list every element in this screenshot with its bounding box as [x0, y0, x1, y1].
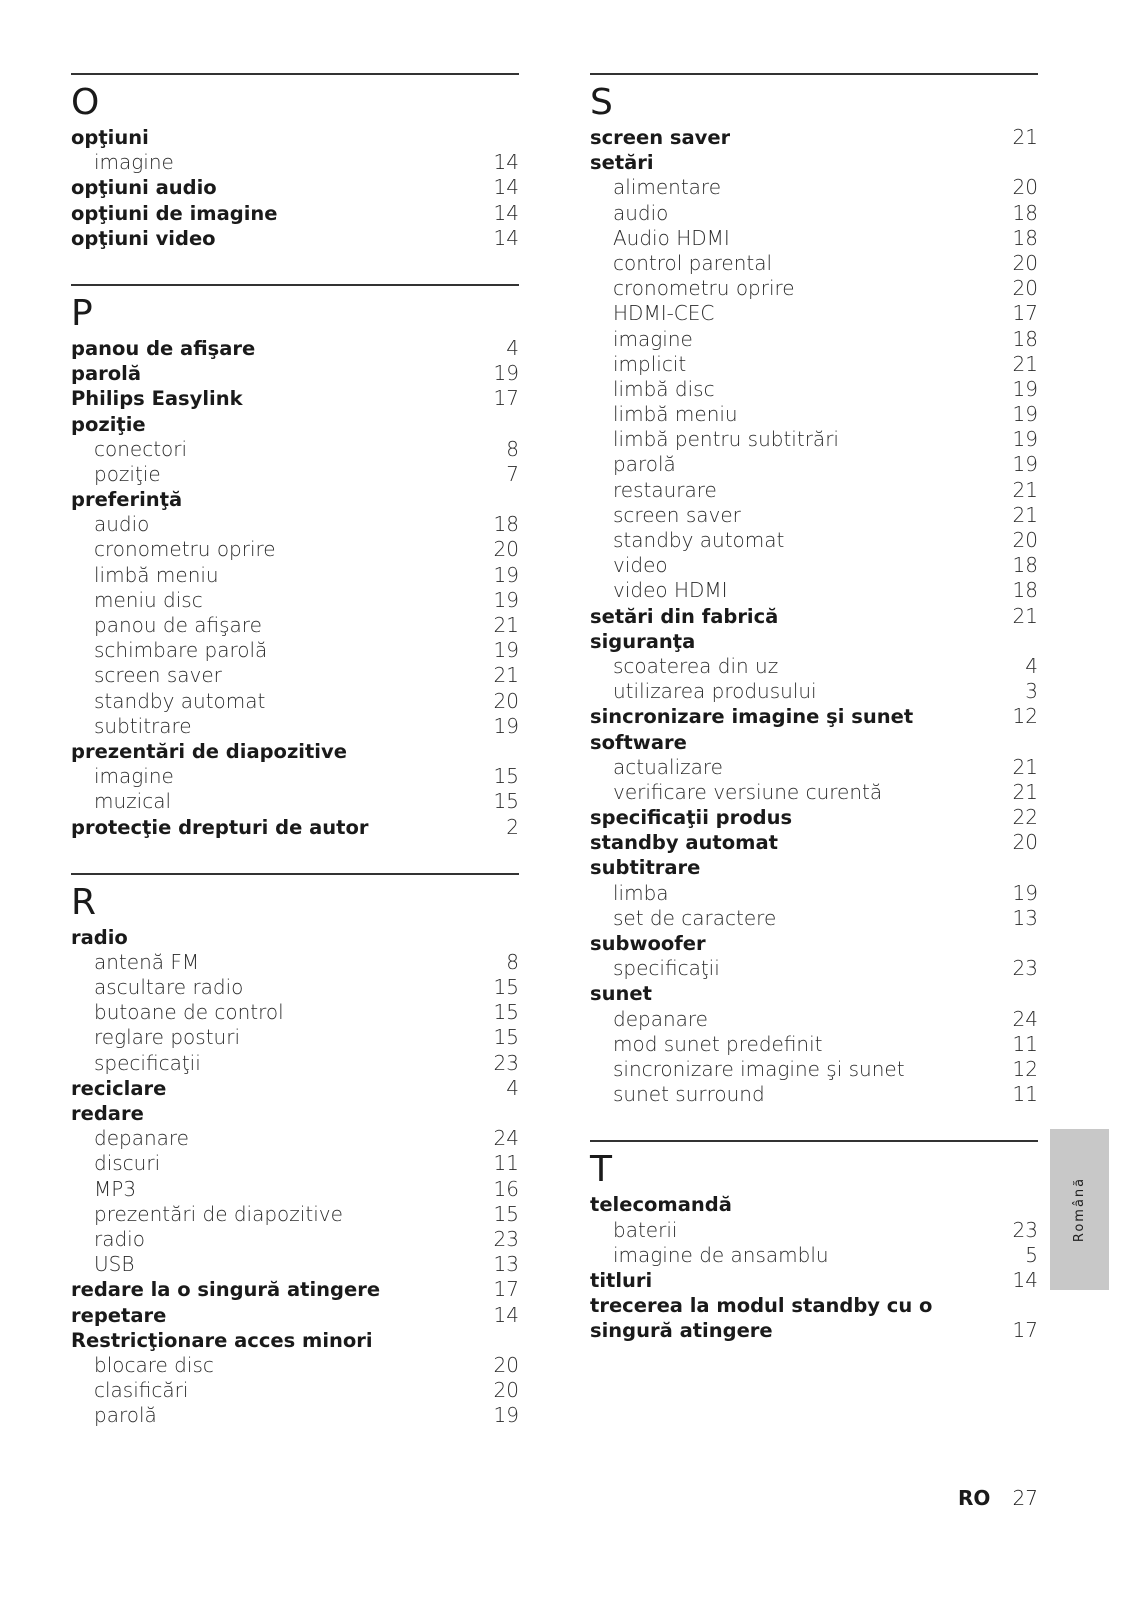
index-subentry	[71, 1202, 519, 1227]
index-subentry	[590, 327, 1038, 352]
index-subentry	[590, 1218, 1038, 1243]
entry-term: prezentări de diapozitive	[94, 1201, 343, 1226]
entry-term: ascultare radio	[94, 975, 244, 1000]
index-subentry	[590, 1082, 1038, 1107]
entry-term: telecomandă	[590, 1193, 732, 1217]
entry-page: 17	[493, 386, 519, 411]
entry-page: 21	[1012, 502, 1038, 527]
footer-language: RO	[958, 1486, 991, 1510]
index-subentry	[590, 301, 1038, 326]
entry-page: 4	[1025, 653, 1038, 678]
entry-page: 18	[493, 512, 519, 537]
entry-term: parolă	[71, 362, 141, 386]
index-entry	[71, 739, 519, 764]
entry-term: specificaţii	[613, 956, 720, 981]
entry-term: setări din fabrică	[590, 604, 779, 628]
index-section	[71, 873, 519, 1429]
index-subentry	[590, 402, 1038, 427]
entry-term: imagine	[613, 326, 693, 351]
index-subentry	[590, 578, 1038, 603]
entry-page: 20	[1012, 250, 1038, 275]
index-subentry	[590, 1032, 1038, 1057]
entry-term: reglare posturi	[94, 1025, 240, 1050]
entry-page: 18	[1012, 326, 1038, 351]
entry-term: subtitrare	[590, 856, 701, 880]
entry-term: sincronizare imagine şi sunet	[613, 1056, 905, 1081]
index-entry	[71, 226, 519, 251]
entry-page: 14	[493, 200, 519, 225]
entry-page: 14	[1012, 1267, 1038, 1292]
entry-term: subwoofer	[590, 932, 706, 955]
page-footer	[958, 1486, 1038, 1510]
entry-page: 18	[1012, 225, 1038, 250]
entry-term: imagine	[94, 764, 174, 789]
entry-term: titluri	[590, 1268, 653, 1292]
entry-page: 20	[493, 1352, 519, 1377]
index-entry	[71, 1076, 519, 1101]
entry-page: 24	[493, 1126, 519, 1151]
entry-page: 23	[493, 1226, 519, 1251]
entry-term: parolă	[94, 1403, 157, 1428]
index-entry	[71, 125, 519, 150]
entry-term: USB	[94, 1252, 135, 1277]
entry-term: imagine	[94, 150, 174, 175]
entry-term: meniu disc	[94, 587, 203, 612]
entry-page: 12	[1012, 704, 1038, 729]
entry-page: 5	[1025, 1242, 1038, 1267]
index-entry	[71, 1328, 519, 1353]
entry-term: redare la o singură atingere	[71, 1278, 381, 1302]
entry-term: muzical	[94, 789, 172, 814]
section-letter: R	[71, 881, 97, 923]
entry-term: sunet	[590, 982, 652, 1006]
entry-term: repetare	[71, 1303, 167, 1327]
index-entry	[71, 925, 519, 950]
index-entry	[590, 981, 1038, 1006]
index-subentry	[590, 654, 1038, 679]
entry-term: audio	[94, 512, 150, 537]
entry-term: redare	[71, 1102, 144, 1125]
entry-term: sunet surround	[613, 1082, 765, 1107]
entry-term: poziţie	[71, 412, 146, 436]
entry-page: 8	[506, 949, 519, 974]
entry-term: video HDMI	[613, 578, 728, 603]
index-subentry	[71, 462, 519, 487]
index-entry	[71, 1303, 519, 1328]
entry-page: 21	[1012, 603, 1038, 628]
index-entry	[71, 412, 519, 437]
entry-page: 21	[493, 663, 519, 688]
entry-term: parolă	[613, 452, 676, 477]
index-subentry	[590, 1007, 1038, 1032]
entry-page: 23	[1012, 956, 1038, 981]
index-section	[590, 73, 1038, 1107]
entry-page: 15	[493, 1000, 519, 1025]
entry-term: standby automat	[613, 528, 785, 552]
entry-term: butoane de control	[94, 1000, 284, 1025]
entry-page: 21	[1012, 477, 1038, 502]
entry-term: alimentare	[613, 175, 722, 200]
index-subentry	[590, 452, 1038, 477]
index-subentry	[71, 1227, 519, 1252]
index-subentry	[71, 975, 519, 1000]
entry-term: clasificări	[94, 1378, 189, 1403]
index-subentry	[590, 881, 1038, 906]
entry-term: standby automat	[94, 688, 266, 713]
entry-page: 19	[1012, 376, 1038, 401]
entry-term: HDMI-CEC	[613, 301, 715, 326]
index-subentry	[71, 1025, 519, 1050]
entry-page: 13	[1012, 905, 1038, 930]
entry-page: 20	[1012, 830, 1038, 855]
entry-page: 8	[506, 436, 519, 461]
entry-page: 23	[1012, 1217, 1038, 1242]
index-subentry	[71, 663, 519, 688]
index-section	[71, 284, 519, 840]
index-subentry	[71, 1051, 519, 1076]
entry-page: 19	[493, 638, 519, 663]
entry-term: opţiuni	[71, 126, 149, 149]
entry-term: preferinţă	[71, 488, 183, 512]
index-subentry	[590, 553, 1038, 578]
entry-term: limba	[613, 880, 669, 905]
entry-term: trecerea la modul standby cu o singură atingere	[590, 1294, 933, 1343]
index-subentry	[71, 1177, 519, 1202]
index-subentry	[71, 588, 519, 613]
index-entry	[590, 604, 1038, 629]
index-section	[590, 1140, 1038, 1343]
entry-page: 19	[493, 587, 519, 612]
entry-term: audio	[613, 200, 669, 225]
index-subentry	[71, 563, 519, 588]
index-subentry	[590, 276, 1038, 301]
entry-page: 21	[1012, 779, 1038, 804]
entry-term: mod sunet predefinit	[613, 1031, 823, 1056]
entry-page: 4	[506, 335, 519, 360]
index-subentry	[71, 537, 519, 562]
index-entry	[590, 704, 1038, 729]
entry-term: panou de afişare	[94, 613, 262, 637]
index-subentry	[590, 528, 1038, 553]
entry-term: specificaţii	[94, 1050, 201, 1075]
entry-term: radio	[71, 925, 128, 949]
entry-term: set de caractere	[613, 905, 777, 930]
entry-page: 20	[1012, 276, 1038, 301]
entry-term: conectori	[94, 436, 188, 461]
index-entry	[71, 1101, 519, 1126]
entry-term: protecţie drepturi de autor	[71, 815, 369, 839]
index-section	[71, 73, 519, 251]
index-entry	[590, 855, 1038, 880]
index-subentry	[71, 1378, 519, 1403]
entry-term: limbă meniu	[613, 402, 738, 427]
entry-page: 19	[493, 713, 519, 738]
entry-term: schimbare parolă	[94, 638, 268, 663]
entry-term: control parental	[613, 250, 773, 275]
entry-term: subtitrare	[94, 713, 192, 738]
entry-term: opţiuni de imagine	[71, 201, 278, 225]
entry-term: poziţie	[94, 461, 161, 486]
index-subentry	[71, 613, 519, 638]
entry-page: 4	[506, 1075, 519, 1100]
entry-page: 17	[1012, 1318, 1038, 1343]
index-subentry	[590, 478, 1038, 503]
entry-term: Restricţionare acces minori	[71, 1328, 373, 1352]
entry-page: 19	[493, 361, 519, 386]
entry-page: 19	[1012, 880, 1038, 905]
index-subentry	[590, 755, 1038, 780]
index-entry	[590, 1192, 1038, 1217]
entry-page: 19	[493, 562, 519, 587]
entry-term: actualizare	[613, 754, 723, 779]
entry-page: 15	[493, 975, 519, 1000]
entry-term: siguranţa	[590, 629, 696, 653]
entry-page: 19	[1012, 427, 1038, 452]
entry-page: 20	[493, 688, 519, 713]
entry-term: implicit	[613, 351, 687, 376]
index-subentry	[71, 1126, 519, 1151]
entry-page: 21	[1012, 754, 1038, 779]
entry-page: 14	[493, 1302, 519, 1327]
entry-term: reciclare	[71, 1076, 167, 1100]
entry-page: 22	[1012, 805, 1038, 830]
entry-term: opţiuni audio	[71, 176, 217, 200]
index-subentry	[71, 1000, 519, 1025]
entry-page: 12	[1012, 1056, 1038, 1081]
entry-term: video	[613, 553, 668, 578]
entry-term: imagine de ansamblu	[613, 1242, 829, 1267]
entry-term: restaurare	[613, 477, 717, 502]
index-subentry	[71, 437, 519, 462]
entry-page: 19	[493, 1403, 519, 1428]
entry-term: depanare	[613, 1006, 708, 1031]
language-tab-label: Română	[1072, 1176, 1087, 1243]
language-tab	[1050, 1129, 1109, 1290]
entry-page: 20	[1012, 175, 1038, 200]
entry-page: 15	[493, 764, 519, 789]
index-column-left	[71, 73, 519, 1461]
index-subentry	[590, 956, 1038, 981]
index-subentry	[590, 1243, 1038, 1268]
entry-page: 15	[493, 1025, 519, 1050]
index-subentry	[590, 201, 1038, 226]
index-entry	[71, 361, 519, 386]
entry-page: 18	[1012, 578, 1038, 603]
index-subentry	[590, 175, 1038, 200]
index-column-right	[590, 73, 1038, 1376]
index-subentry	[71, 1252, 519, 1277]
index-subentry	[590, 503, 1038, 528]
section-letter: T	[590, 1149, 612, 1191]
index-subentry	[71, 689, 519, 714]
entry-page: 14	[493, 175, 519, 200]
entry-term: screen saver	[94, 663, 222, 688]
index-subentry	[590, 352, 1038, 377]
index-subentry	[71, 1353, 519, 1378]
index-entry	[590, 125, 1038, 150]
index-subentry	[590, 377, 1038, 402]
index-subentry	[590, 1057, 1038, 1082]
index-entry	[590, 730, 1038, 755]
entry-page: 11	[493, 1151, 519, 1176]
index-subentry	[71, 789, 519, 814]
entry-term: screen saver	[590, 126, 731, 149]
entry-term: prezentări de diapozitive	[71, 739, 347, 763]
entry-page: 2	[506, 814, 519, 839]
entry-page: 3	[1025, 679, 1038, 704]
index-subentry	[71, 764, 519, 789]
entry-term: specificaţii produs	[590, 806, 793, 830]
entry-page: 11	[1012, 1031, 1038, 1056]
entry-term: depanare	[94, 1126, 189, 1151]
index-entry	[590, 1293, 1038, 1343]
index-subentry	[71, 1403, 519, 1428]
entry-term: antenă FM	[94, 949, 200, 974]
entry-term: cronometru oprire	[613, 276, 795, 301]
entry-page: 23	[493, 1050, 519, 1075]
entry-term: software	[590, 730, 687, 754]
entry-page: 19	[1012, 452, 1038, 477]
index-subentry	[71, 512, 519, 537]
entry-term: limbă disc	[613, 376, 715, 401]
entry-page: 21	[1012, 125, 1038, 149]
index-entry	[71, 201, 519, 226]
entry-page: 21	[1012, 351, 1038, 376]
entry-page: 17	[1012, 301, 1038, 326]
index-entry	[590, 931, 1038, 956]
index-entry	[71, 815, 519, 840]
entry-page: 15	[493, 789, 519, 814]
entry-page: 24	[1012, 1006, 1038, 1031]
entry-term: MP3	[94, 1176, 137, 1201]
entry-page: 20	[493, 1378, 519, 1403]
entry-page: 14	[493, 150, 519, 175]
index-entry	[71, 386, 519, 411]
entry-page: 13	[493, 1252, 519, 1277]
index-subentry	[590, 906, 1038, 931]
section-letter: P	[71, 292, 93, 334]
index-subentry	[590, 780, 1038, 805]
index-entry	[590, 1268, 1038, 1293]
section-letter: O	[71, 82, 100, 123]
index-subentry	[590, 679, 1038, 704]
index-subentry	[71, 1151, 519, 1176]
index-entry	[71, 487, 519, 512]
entry-term: sincronizare imagine şi sunet	[590, 705, 914, 729]
entry-page: 16	[493, 1176, 519, 1201]
entry-term: limbă meniu	[94, 562, 219, 587]
entry-page: 18	[1012, 553, 1038, 578]
entry-term: utilizarea produsului	[613, 679, 817, 704]
entry-term: verificare versiune curentă	[613, 779, 883, 804]
section-letter: S	[590, 82, 613, 123]
index-subentry	[590, 427, 1038, 452]
entry-term: screen saver	[613, 502, 741, 527]
entry-term: panou de afişare	[71, 336, 256, 360]
entry-page: 19	[1012, 402, 1038, 427]
entry-term: radio	[94, 1226, 145, 1251]
entry-term: standby automat	[590, 831, 778, 855]
entry-page: 21	[493, 613, 519, 637]
index-subentry	[71, 150, 519, 175]
index-entry	[71, 336, 519, 361]
entry-page: 7	[506, 461, 519, 486]
index-entry	[590, 805, 1038, 830]
index-subentry	[71, 638, 519, 663]
entry-term: setări	[590, 151, 654, 175]
index-entry	[590, 830, 1038, 855]
index-entry	[590, 150, 1038, 175]
entry-term: Philips Easylink	[71, 387, 243, 411]
entry-term: discuri	[94, 1151, 161, 1176]
entry-page: 11	[1012, 1082, 1038, 1107]
index-subentry	[71, 714, 519, 739]
entry-page: 20	[493, 537, 519, 562]
index-entry	[71, 175, 519, 200]
index-entry	[590, 629, 1038, 654]
entry-page: 15	[493, 1201, 519, 1226]
entry-term: scoaterea din uz	[613, 653, 779, 678]
entry-term: opţiuni video	[71, 226, 216, 250]
entry-page: 18	[1012, 200, 1038, 225]
entry-page: 14	[493, 225, 519, 250]
index-entry	[71, 1277, 519, 1302]
index-subentry	[71, 950, 519, 975]
entry-term: baterii	[613, 1217, 678, 1242]
entry-term: cronometru oprire	[94, 537, 276, 562]
entry-term: blocare disc	[94, 1352, 214, 1377]
index-subentry	[590, 226, 1038, 251]
entry-term: limbă pentru subtitrări	[613, 427, 839, 452]
index-subentry	[590, 251, 1038, 276]
page-number: 27	[1012, 1486, 1038, 1510]
entry-term: Audio HDMI	[613, 225, 730, 250]
entry-page: 20	[1012, 528, 1038, 552]
entry-page: 17	[493, 1277, 519, 1302]
